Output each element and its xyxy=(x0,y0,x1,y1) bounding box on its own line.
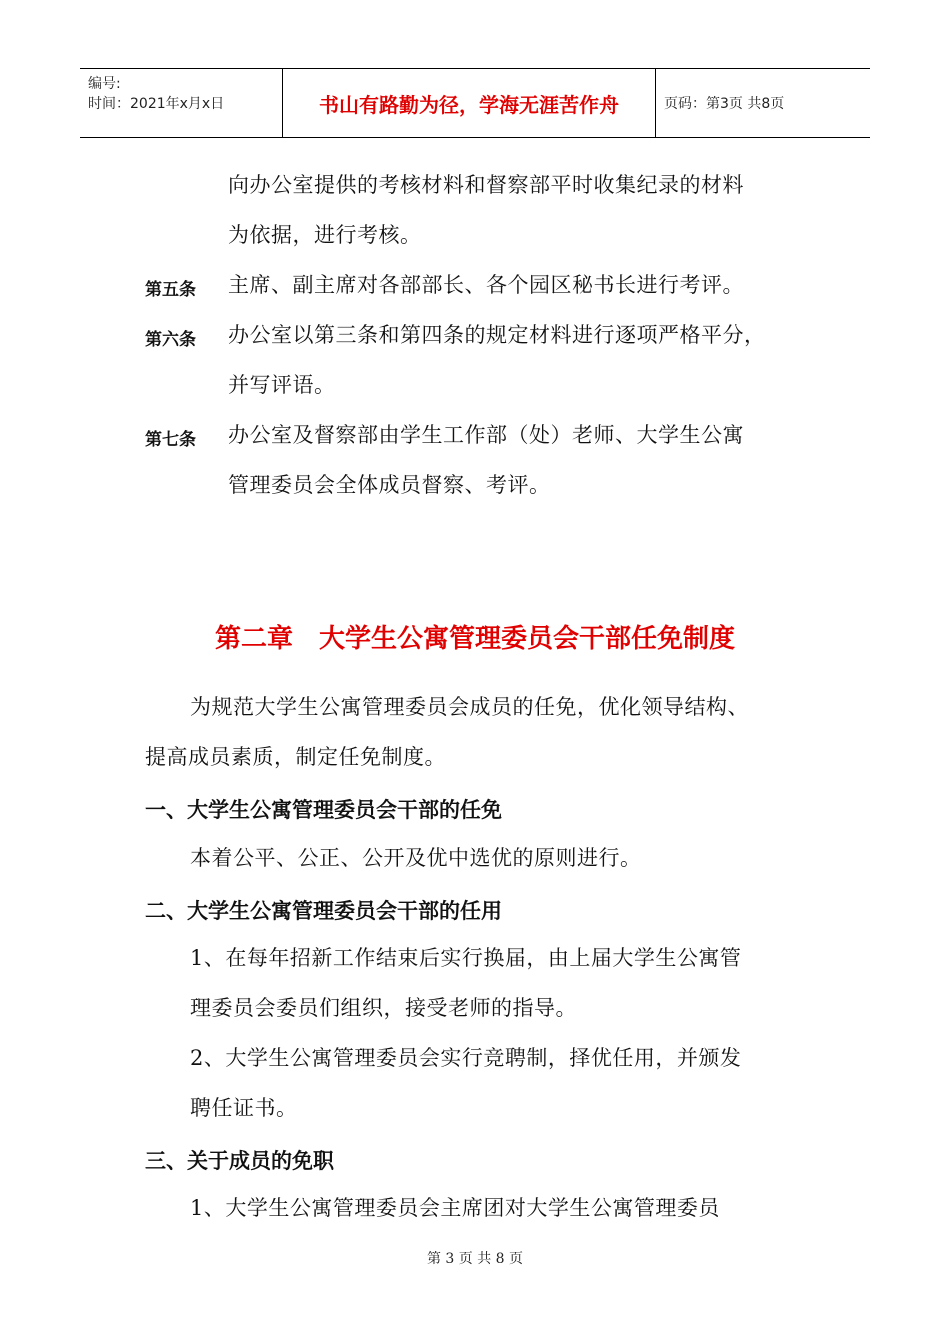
section-heading: 二、大学生公寓管理委员会干部的任用 xyxy=(145,899,502,923)
code-label: 编号: xyxy=(88,76,121,92)
page-footer: 第 3 页 共 8 页 xyxy=(426,1251,524,1267)
paragraph-line: 主席、副主席对各部部长、各个园区秘书长进行考评。 xyxy=(228,273,744,297)
article-label: 第六条 xyxy=(145,330,196,350)
paragraph-line: 理委员会委员们组织，接受老师的指导。 xyxy=(190,996,577,1020)
header-motto: 书山有路勤为径，学海无涯苦作舟 xyxy=(283,69,656,137)
header-meta-cell xyxy=(80,69,283,137)
paragraph-line: 提高成员素质，制定任免制度。 xyxy=(145,745,446,769)
paragraph-line: 向办公室提供的考核材料和督察部平时收集纪录的材料 xyxy=(228,173,744,197)
section-heading: 一、大学生公寓管理委员会干部的任免 xyxy=(145,798,502,822)
paragraph-line: 聘任证书。 xyxy=(190,1096,298,1120)
paragraph-line: 1、在每年招新工作结束后实行换届，由上届大学生公寓管 xyxy=(190,946,742,970)
header-page-info: 页码：第3页 共8页 xyxy=(664,96,785,112)
chapter-title: 第二章 大学生公寓管理委员会干部任免制度 xyxy=(214,624,735,654)
paragraph-line: 并写评语。 xyxy=(228,373,336,397)
document-header xyxy=(80,68,870,138)
paragraph-line: 办公室及督察部由学生工作部（处）老师、大学生公寓 xyxy=(228,423,744,447)
article-label: 第五条 xyxy=(145,280,196,300)
paragraph-line: 管理委员会全体成员督察、考评。 xyxy=(228,473,551,497)
paragraph-line: 2、大学生公寓管理委员会实行竞聘制，择优任用，并颁发 xyxy=(190,1046,742,1070)
paragraph-line: 办公室以第三条和第四条的规定材料进行逐项严格平分， xyxy=(228,323,766,347)
time-label: 时间：2021年x月x日 xyxy=(88,96,225,112)
paragraph-line: 1、大学生公寓管理委员会主席团对大学生公寓管理委员 xyxy=(190,1196,720,1220)
paragraph-line: 本着公平、公正、公开及优中选优的原则进行。 xyxy=(190,846,642,870)
paragraph-line: 为依据，进行考核。 xyxy=(228,223,422,247)
article-label: 第七条 xyxy=(145,430,196,450)
paragraph-line: 为规范大学生公寓管理委员会成员的任免，优化领导结构、 xyxy=(190,695,749,719)
section-heading: 三、关于成员的免职 xyxy=(145,1149,334,1173)
